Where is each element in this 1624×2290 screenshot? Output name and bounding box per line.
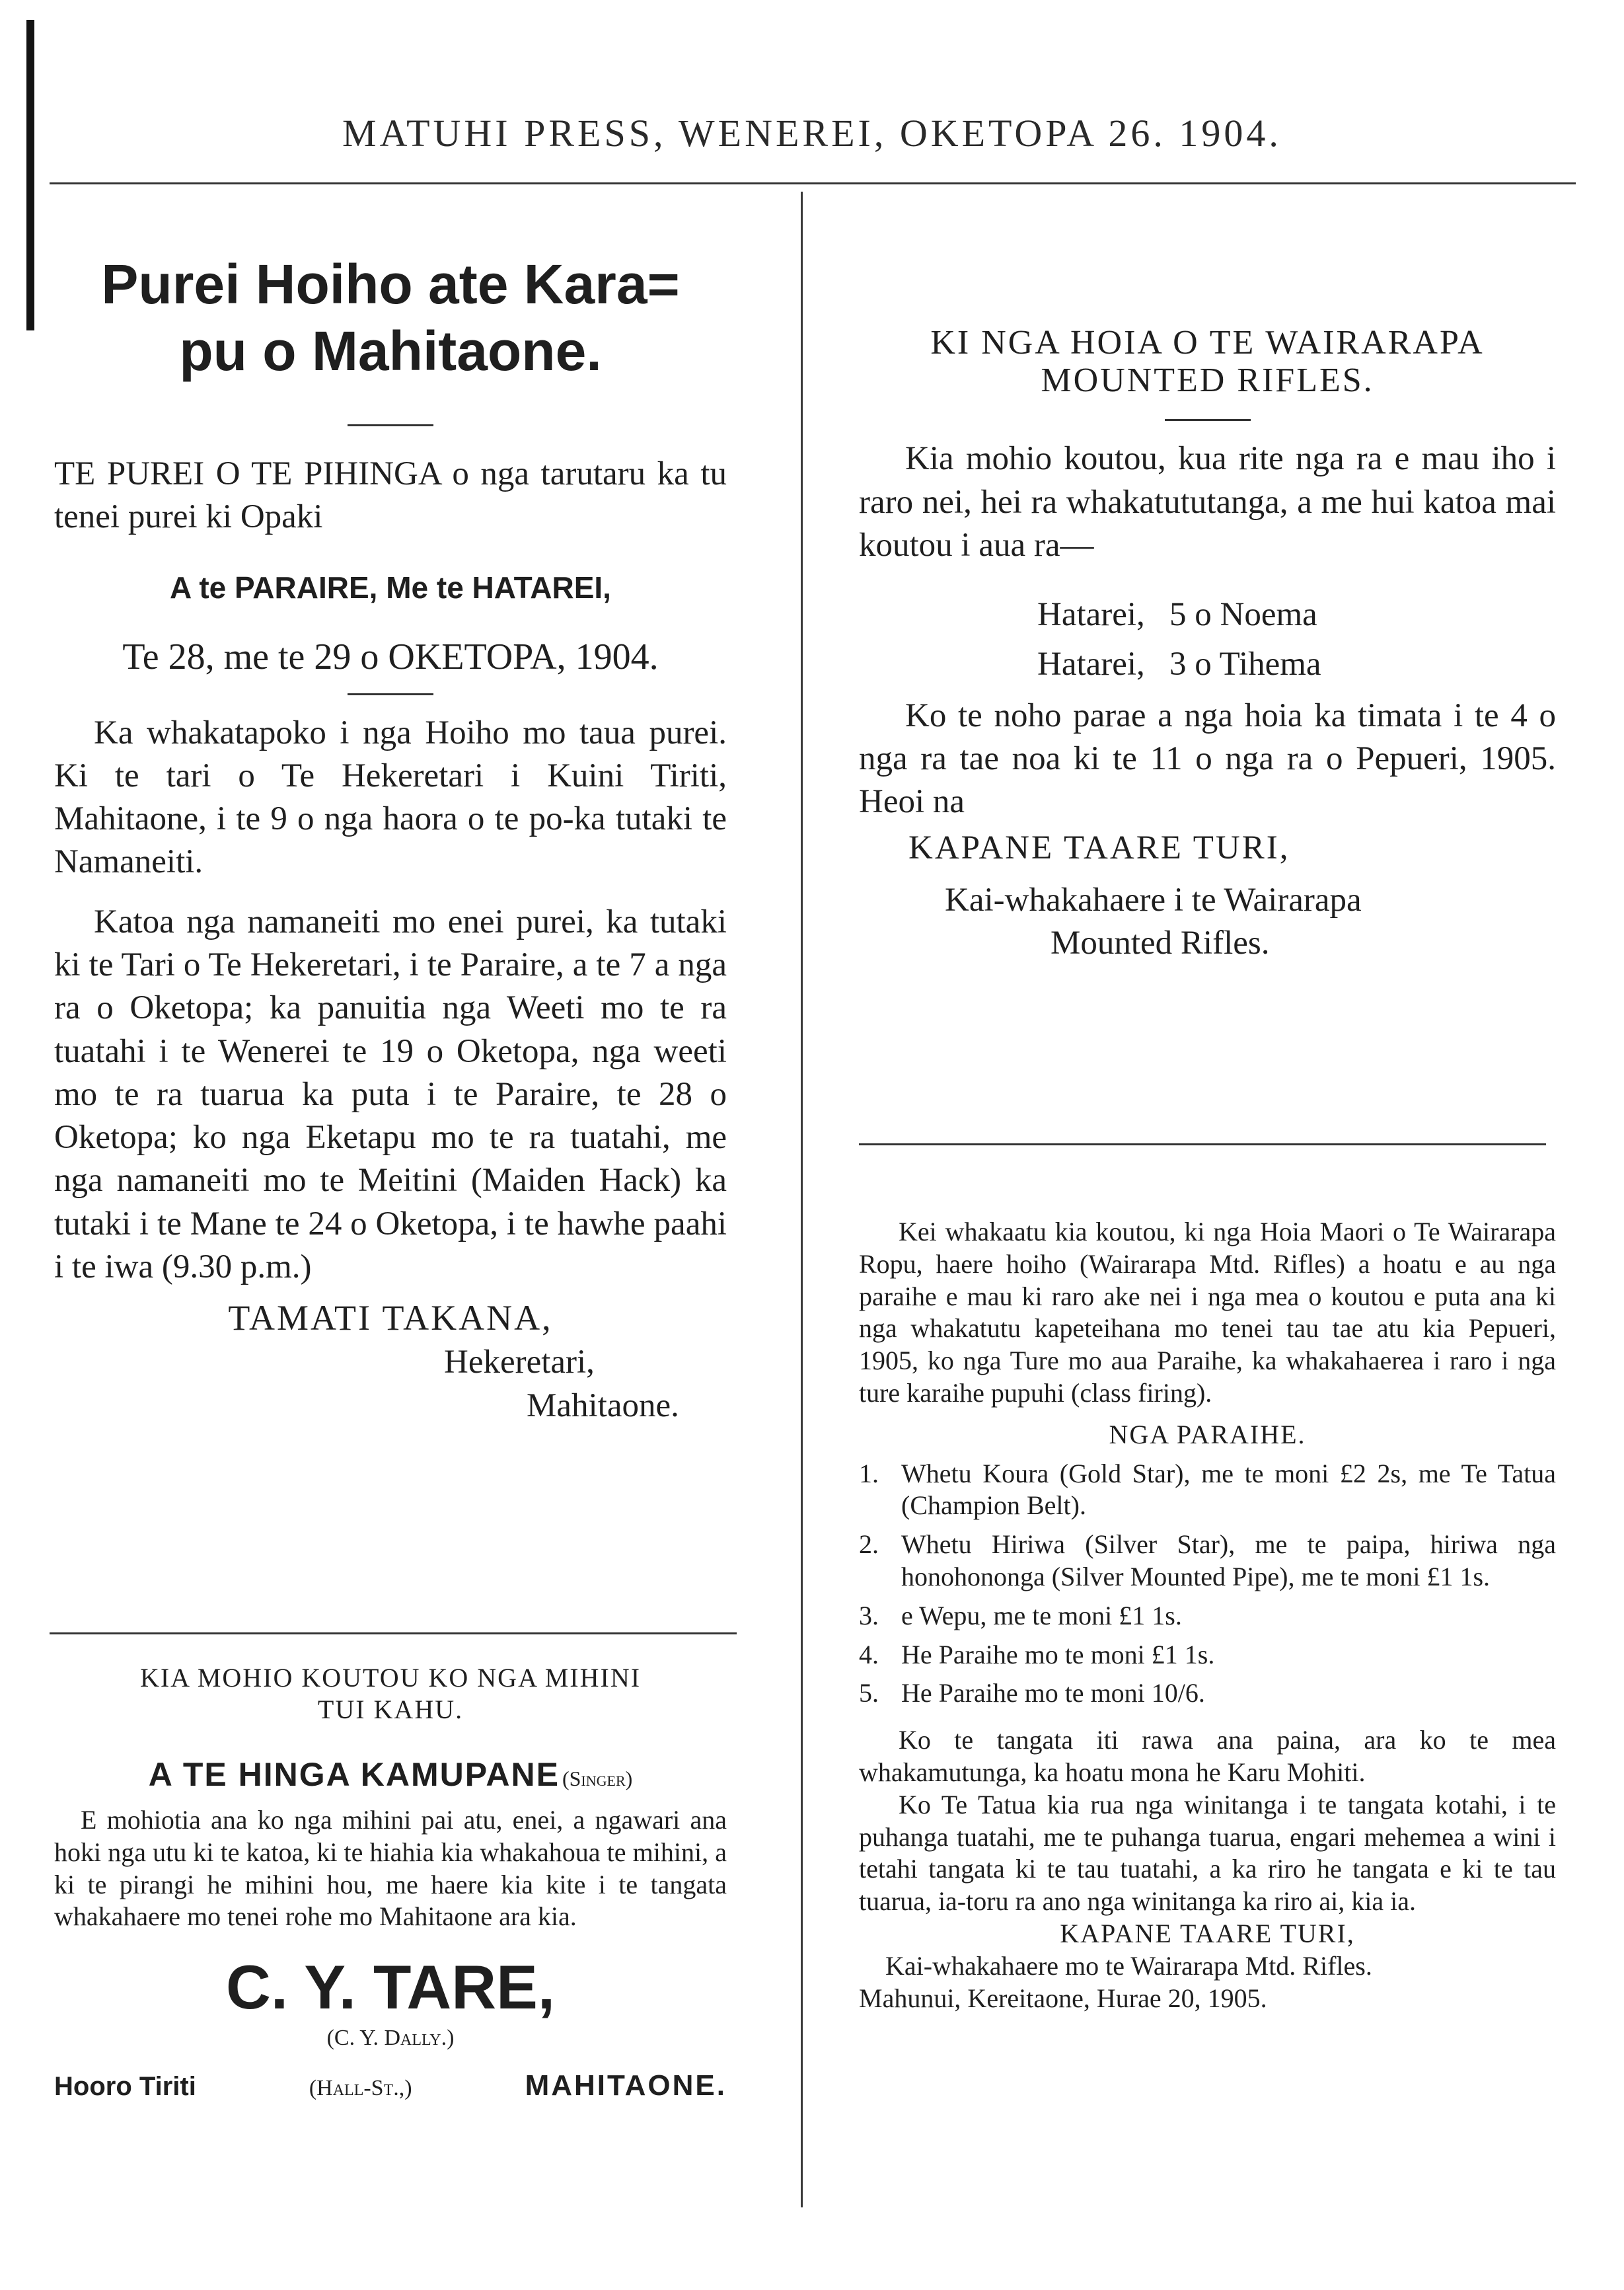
prizes-notice-intro: Kei whakaatu kia koutou, ki nga Hoia Maori o Te Wairarapa Ropu, haere hoiho (Wairarapa Mtd. Rifles) a hoatu e au nga paraihe e mau ki raro ake nei i nga mea o koutou e puta ana ki nga whakatutu kapeteihana mo tenei tau tae atu kia Pepueri, 1905, ko nga Ture mo aua Paraihe, ka whakahaerea i raro i nga ture karaihe pupuhi (class firing). (859, 1217, 1556, 1408)
left-margin-bar (26, 20, 34, 330)
race-ad-intro: TE PUREI O TE PIHINGA o nga tarutaru ka tu tenei purei ki Opaki (54, 455, 727, 535)
race-ad-days: A te PARAIRE, Me te HATAREI, (170, 570, 611, 605)
rifles-notice-paragraph-2: Ko te noho parae a nga hoia ka timata i te 4 o nga ra tae noa ki te 11 o nga ra o Pepueri, 1905. Heoi na (859, 697, 1556, 821)
rifles-headline-line2: MOUNTED RIFLES. (1041, 362, 1374, 400)
singer-ad-street-alt: (Hall-St.,) (309, 2075, 412, 2100)
race-ad-signer-place: Mahitaone. (527, 1387, 679, 1424)
race-ad-title (54, 251, 727, 385)
race-ad-dates: Te 28, me te 29 o OKETOPA, 1904. (122, 636, 659, 677)
rifles-date-2-day: Hatarei, (1037, 646, 1145, 683)
singer-ad-town: MAHITAONE. (525, 2069, 727, 2102)
left-column-rule (50, 1632, 737, 1634)
prize-number: 3. (859, 1600, 879, 1630)
prize-item (859, 1677, 1556, 1710)
prize-number: 2. (859, 1529, 879, 1560)
rifles-date-2-rest: 3 o Tihema (1169, 646, 1321, 683)
rifles-date-1 (859, 593, 1556, 636)
rifles-notice-headline (859, 324, 1556, 399)
race-ad-title-line1: Purei Hoiho ate Kara= (101, 253, 680, 315)
prize-number: 1. (859, 1458, 879, 1488)
singer-ad-company-note: (Singer) (562, 1767, 633, 1790)
singer-ad-headline: KIA MOHIO KOUTOU KO NGA MIHINI TUI KAHU. (139, 1663, 642, 1724)
rifles-headline-line1: KI NGA HOIA O TE WAIRARAPA (930, 324, 1485, 362)
rifles-notice-signer-role-1: Kai-whakahaere i te Wairarapa (945, 881, 1362, 919)
prize-item (859, 1600, 1556, 1632)
rifles-date-1-day: Hatarei, (1037, 596, 1145, 634)
column-separator (801, 192, 803, 2207)
rifles-notice-paragraph-1: Kia mohio koutou, kua rite nga ra e mau iho i raro nei, hei ra whakatututanga, a me hui katoa mai koutou i aua ra— (859, 440, 1556, 564)
prizes-paragraph-1: Ko te tangata iti rawa ana paina, ara ko te mea whakamutunga, ka hoatu mona he Karu Mohiti. (859, 1725, 1556, 1787)
prizes-signer-role: Kai-whakahaere mo te Wairarapa Mtd. Rifles. (885, 1950, 1372, 1981)
prize-text: e Wepu, me te moni £1 1s. (901, 1600, 1182, 1630)
singer-ad-company-name: A TE HINGA KAMUPANE (148, 1756, 560, 1793)
right-column-rule (859, 1143, 1546, 1145)
singer-ad-body: E mohiotia ana ko nga mihini pai atu, enei, a ngawari ana hoki nga utu ki te katoa, ki te hiahia kia whakahoua te mihini, a ki te pirangi he mihini hou, me haere kia kite i te tangata whakahaere mo tenei rohe mo Mahitaone ara kia. (54, 1805, 727, 1932)
race-advertisement (54, 251, 727, 1428)
singer-ad-address (54, 2069, 727, 2102)
prizes-list (859, 1458, 1556, 1710)
rifles-date-1-rest: 5 o Noema (1169, 596, 1317, 634)
prizes-place-date: Mahunui, Kereitaone, Hurae 20, 1905. (859, 1983, 1267, 2013)
singer-ad-agent: C. Y. TARE, (226, 1952, 555, 2022)
prize-item (859, 1458, 1556, 1523)
race-ad-signer: TAMATI TAKANA, (228, 1298, 553, 1338)
rifles-notice (859, 324, 1556, 965)
race-ad-divider (348, 424, 433, 426)
prizes-list-title: NGA PARAIHE. (1109, 1419, 1306, 1449)
rifles-date-2 (859, 643, 1556, 686)
prizes-paragraph-2: Ko Te Tatua kia rua nga winitanga i te tangata kotahi, i te puhanga tuatahi, me te puhanga tuarua, engari mehemea a wini i tetahi tangata ki te tau tuatahi, a ka riro he tangata e ki te tau tuarua, ia-toru ra ano nga winitanga ka riro ai, kia ia. (859, 1789, 1556, 1917)
rifles-notice-signer-role-2: Mounted Rifles. (1051, 925, 1270, 962)
prizes-signer: KAPANE TAARE TURI, (1060, 1918, 1355, 1948)
singer-ad-company (54, 1755, 727, 1794)
prize-number: 4. (859, 1639, 879, 1669)
prize-text: He Paraihe mo te moni £1 1s. (901, 1639, 1215, 1669)
race-ad-title-line2: pu o Mahitaone. (179, 319, 602, 382)
singer-advertisement (54, 1662, 727, 2102)
masthead: MATUHI PRESS, WENEREI, OKETOPA 26. 1904. (342, 112, 1282, 155)
prize-item (859, 1639, 1556, 1671)
singer-ad-street: Hooro Tiriti (54, 2071, 196, 2101)
prizes-notice (859, 1216, 1556, 2014)
race-ad-divider-2 (348, 693, 433, 695)
masthead-rule (50, 182, 1576, 184)
rifles-notice-divider (1165, 419, 1251, 421)
prize-item (859, 1529, 1556, 1593)
prize-text: He Paraihe mo te moni 10/6. (901, 1678, 1205, 1708)
prize-text: Whetu Hiriwa (Silver Star), me te paipa, hiriwa nga honohononga (Silver Mounted Pipe), me te moni £1 1s. (901, 1529, 1556, 1591)
race-ad-paragraph-2: Katoa nga namaneiti mo enei purei, ka tutaki ki te Tari o Te Hekeretari, i te Paraire, a te 7 a nga ra o Oketopa; ka panuitia nga Weeti mo te ra tuatahi i te Wenerei te 19 o Oketopa, nga weeti mo te ra tuarua ka puta i te Paraire, te 28 o Oketopa; ko nga Eketapu mo te ra tuatahi, me nga namaneiti mo te Meitini (Maiden Hack) ka tutaki i te Mane te 24 o Oketopa, i te hawhe paahi i te iwa (9.30 p.m.) (54, 903, 727, 1285)
singer-ad-agent-alt: (C. Y. Dally.) (326, 2025, 455, 2050)
prize-text: Whetu Koura (Gold Star), me te moni £2 2s, me Te Tatua (Champion Belt). (901, 1458, 1556, 1521)
race-ad-paragraph-1: Ka whakatapoko i nga Hoiho mo taua purei. Ki te tari o Te Hekeretari i Kuini Tiriti, Mahitaone, i te 9 o nga haora o te po-ka tutaki te Namaneiti. (54, 714, 727, 881)
race-ad-signer-role: Hekeretari, (444, 1344, 595, 1381)
rifles-notice-signer: KAPANE TAARE TURI, (908, 829, 1290, 866)
prize-number: 5. (859, 1678, 879, 1708)
